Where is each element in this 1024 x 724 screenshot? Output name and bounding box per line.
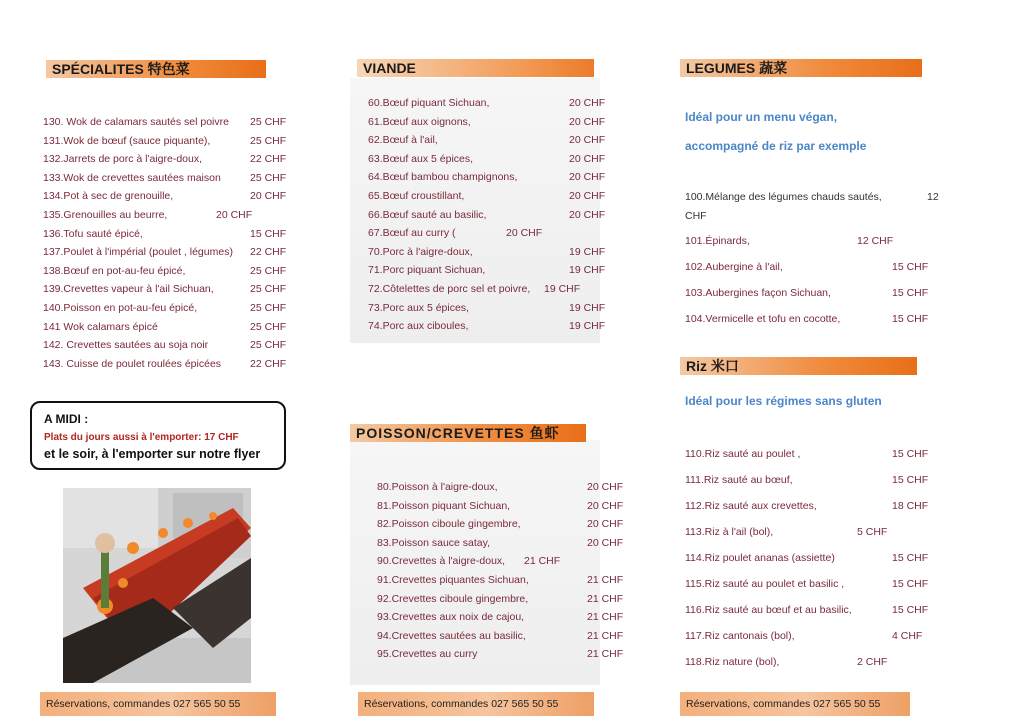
item-price: 19 CHF [569, 320, 606, 333]
list-item [377, 518, 624, 531]
list-item [43, 357, 287, 371]
item-label: 104.Vermicelle et tofu en cocotte, [685, 313, 841, 325]
item-label: 113.Riz à l'ail (bol), [685, 526, 774, 538]
item-price: 25 CHF [250, 283, 287, 296]
list-item [368, 97, 606, 110]
reservation-footer: Réservations, commandes 027 565 50 55 [680, 692, 910, 716]
restaurant-interior-image [63, 488, 251, 683]
list-item [368, 264, 606, 277]
item-label: 117.Riz cantonais (bol), [685, 630, 795, 642]
list-item [377, 481, 624, 494]
list-item [685, 191, 939, 204]
list-item [368, 134, 606, 147]
item-price: 12 CHF [857, 235, 894, 247]
item-price: 20 CHF [587, 536, 624, 549]
list-item [368, 227, 543, 240]
list-item [685, 235, 894, 248]
item-price: 25 CHF [250, 339, 287, 352]
item-price: 25 CHF [250, 134, 287, 147]
item-label: 83.Poisson sauce satay, [377, 536, 491, 549]
item-price: 20 CHF [569, 115, 606, 128]
item-label: 115.Riz sauté au poulet et basilic , [685, 578, 845, 590]
item-label: 112.Riz sauté aux crevettes, [685, 500, 817, 512]
item-label: 60.Bœuf piquant Sichuan, [368, 97, 490, 109]
item-price: 20 CHF [569, 134, 606, 147]
item-price: 19 CHF [544, 283, 581, 295]
item-label: 101.Épinards, [685, 235, 750, 247]
list-item [368, 301, 606, 315]
item-label: 74.Porc aux ciboules, [368, 320, 469, 333]
list-item [368, 190, 606, 203]
item-price: 15 CHF [892, 474, 929, 486]
item-price: 25 CHF [250, 264, 287, 277]
list-item [685, 474, 929, 487]
item-price: 21 CHF [587, 611, 624, 624]
item-label: 132.Jarrets de porc à l'aigre-doux, [43, 153, 203, 166]
list-item [377, 629, 624, 643]
item-label: 100.Mélange des légumes chauds sautés, [685, 191, 882, 203]
item-price: 21 CHF [587, 648, 624, 661]
item-label: 62.Bœuf à l'ail, [368, 134, 438, 147]
item-price: 20 CHF [569, 152, 606, 165]
midi-takeaway-line: Plats du jours aussi à l'emporter: 17 CHF [44, 432, 239, 443]
item-label: 137.Poulet à l'impérial (poulet , légumes) [43, 246, 233, 259]
list-item [377, 555, 561, 568]
list-item [43, 302, 287, 315]
list-item [43, 320, 287, 334]
item-price: 21 CHF [587, 574, 624, 586]
list-item [368, 283, 581, 296]
list-item [368, 171, 606, 184]
list-item [377, 648, 624, 661]
item-label: 114.Riz poulet ananas (assiette) [685, 552, 835, 564]
poisson-header: POISSON/CREVETTES 鱼虾 [350, 424, 586, 442]
item-price: 20 CHF [250, 190, 287, 203]
viande-poisson-column [340, 0, 670, 724]
item-label: 133.Wok de crevettes sautées maison [43, 171, 221, 184]
item-label: 143. Cuisse de poulet roulées épicées [43, 357, 222, 370]
list-item [368, 320, 606, 333]
list-item [43, 153, 287, 166]
item-price: 21 CHF [587, 629, 624, 642]
list-item [377, 574, 624, 587]
list-item [685, 526, 888, 539]
item-price: 18 CHF [892, 500, 929, 512]
legumes-header: LEGUMES 蔬菜 [680, 59, 922, 77]
list-item [685, 500, 929, 513]
list-item [43, 227, 287, 241]
list-item [685, 313, 929, 326]
item-price: 15 CHF [892, 448, 929, 460]
item-label: 70.Porc à l'aigre-doux, [368, 245, 473, 258]
riz-intro: Idéal pour les régimes sans gluten [685, 394, 882, 408]
item-label: 82.Poisson ciboule gingembre, [377, 518, 521, 531]
item-price: 22 CHF [250, 246, 287, 259]
legumes-riz-column [670, 0, 1024, 724]
item-price: 20 CHF [587, 518, 624, 531]
item-price: 5 CHF [857, 526, 888, 538]
item-label: 73.Porc aux 5 épices, [368, 301, 469, 314]
item-label: 92.Crevettes ciboule gingembre, [377, 592, 529, 605]
midi-title: A MIDI : [44, 412, 89, 426]
item-label: 140.Poisson en pot-au-feu épicé, [43, 302, 198, 314]
item-price: 25 CHF [250, 302, 287, 314]
item-label: 90.Crevettes à l'aigre-doux, [377, 555, 506, 568]
item-label: 134.Pot à sec de grenouille, [43, 190, 174, 203]
item-label: 102.Aubergine à l'ail, [685, 261, 783, 273]
legumes-intro-line1: Idéal pour un menu végan, [685, 110, 838, 124]
item-label: 61.Bœuf aux oignons, [368, 115, 471, 128]
item-price: 25 CHF [250, 116, 287, 128]
list-item [43, 209, 253, 222]
item-label: 93.Crevettes aux noix de cajou, [377, 611, 525, 624]
item-price: 15 CHF [892, 578, 929, 590]
legumes-intro-line2: accompagné de riz par exemple [685, 139, 867, 153]
item-price: 2 CHF [857, 656, 888, 668]
list-item [685, 448, 929, 461]
item-price: 20 CHF [569, 208, 606, 221]
item-label: 80.Poisson à l'aigre-doux, [377, 481, 498, 493]
reservation-footer: Réservations, commandes 027 565 50 55 [358, 692, 594, 716]
item-price: 4 CHF [892, 630, 923, 642]
riz-header: Riz 米口 [680, 357, 917, 375]
item-label: 67.Bœuf au curry ( [368, 227, 456, 240]
list-item [685, 656, 888, 669]
restaurant-photo [63, 488, 251, 683]
item-price: 22 CHF [250, 153, 287, 166]
item-label: 66.Bœuf sauté au basilic, [368, 208, 487, 221]
item-price-wrap: CHF [685, 210, 707, 222]
item-label: 135.Grenouilles au beurre, [43, 209, 168, 221]
item-label: 138.Bœuf en pot-au-feu épicé, [43, 264, 186, 277]
item-label: 64.Bœuf bambou champignons, [368, 171, 518, 184]
item-label: 118.Riz nature (bol), [685, 656, 780, 668]
item-label: 81.Poisson piquant Sichuan, [377, 499, 511, 512]
list-item [368, 115, 606, 129]
item-price: 19 CHF [569, 264, 606, 277]
midi-evening-line: et le soir, à l'emporter sur notre flyer [44, 447, 261, 461]
item-label: 94.Crevettes sautées au basilic, [377, 629, 526, 642]
item-label: 141 Wok calamars épicé [43, 320, 158, 333]
item-price: 25 CHF [250, 171, 287, 184]
item-price: 20 CHF [506, 227, 543, 240]
item-price: 12 [927, 191, 939, 203]
list-item [43, 116, 287, 129]
item-label: 91.Crevettes piquantes Sichuan, [377, 574, 529, 586]
item-price: 21 CHF [587, 592, 624, 605]
item-price: 15 CHF [250, 227, 287, 240]
item-price: 20 CHF [569, 97, 606, 109]
item-label: 142. Crevettes sautées au soja noir [43, 339, 209, 352]
item-price: 20 CHF [587, 481, 624, 493]
item-label: 116.Riz sauté au bœuf et au basilic, [685, 604, 852, 616]
item-label: 103.Aubergines façon Sichuan, [685, 287, 831, 299]
list-item [368, 152, 606, 166]
item-price: 15 CHF [892, 261, 929, 273]
item-label: 63.Bœuf aux 5 épices, [368, 152, 474, 165]
list-item [368, 208, 606, 222]
item-price: 15 CHF [892, 287, 929, 299]
list-item [43, 339, 287, 352]
item-label: 72.Côtelettes de porc sel et poivre, [368, 283, 531, 295]
list-item [377, 611, 624, 624]
item-price: 15 CHF [892, 604, 929, 616]
item-label: 65.Bœuf croustillant, [368, 190, 465, 202]
item-price: 15 CHF [892, 313, 929, 325]
list-item [43, 246, 287, 259]
item-price: 15 CHF [892, 552, 929, 564]
item-price: 25 CHF [250, 320, 287, 333]
reservation-footer: Réservations, commandes 027 565 50 55 [40, 692, 276, 716]
item-price: 21 CHF [524, 555, 561, 568]
specialites-header: SPÉCIALITES 特色菜 [46, 60, 266, 78]
list-item [43, 264, 287, 278]
list-item [43, 171, 287, 185]
item-price: 20 CHF [587, 499, 624, 512]
list-item [685, 552, 929, 565]
item-label: 71.Porc piquant Sichuan, [368, 264, 486, 277]
item-label: 136.Tofu sauté épicé, [43, 227, 143, 240]
viande-header: VIANDE [357, 59, 594, 77]
item-label: 139.Crevettes vapeur à l'ail Sichuan, [43, 283, 214, 296]
item-label: 130. Wok de calamars sautés sel poivre [43, 116, 229, 128]
item-price: 20 CHF [569, 171, 606, 184]
list-item [377, 536, 624, 550]
list-item [377, 592, 624, 606]
item-label: 131.Wok de bœuf (sauce piquante), [43, 134, 211, 147]
item-price: 19 CHF [569, 245, 606, 258]
list-item [43, 134, 287, 148]
item-label: 111.Riz sauté au bœuf, [685, 474, 793, 486]
list-item [43, 283, 287, 296]
item-price: 19 CHF [569, 301, 606, 314]
list-item [377, 499, 624, 513]
midi-note-box [30, 401, 286, 470]
list-item [368, 245, 606, 259]
list-item [685, 261, 929, 274]
list-item [685, 287, 929, 300]
item-price: 20 CHF [216, 209, 253, 221]
list-item [685, 630, 923, 643]
list-item [43, 190, 287, 203]
list-item [685, 578, 929, 591]
item-label: 95.Crevettes au curry [377, 648, 478, 661]
item-price: 20 CHF [569, 190, 606, 202]
item-label: 110.Riz sauté au poulet , [685, 448, 801, 460]
item-price: 22 CHF [250, 357, 287, 370]
list-item [685, 604, 929, 617]
specialites-column [0, 0, 340, 724]
